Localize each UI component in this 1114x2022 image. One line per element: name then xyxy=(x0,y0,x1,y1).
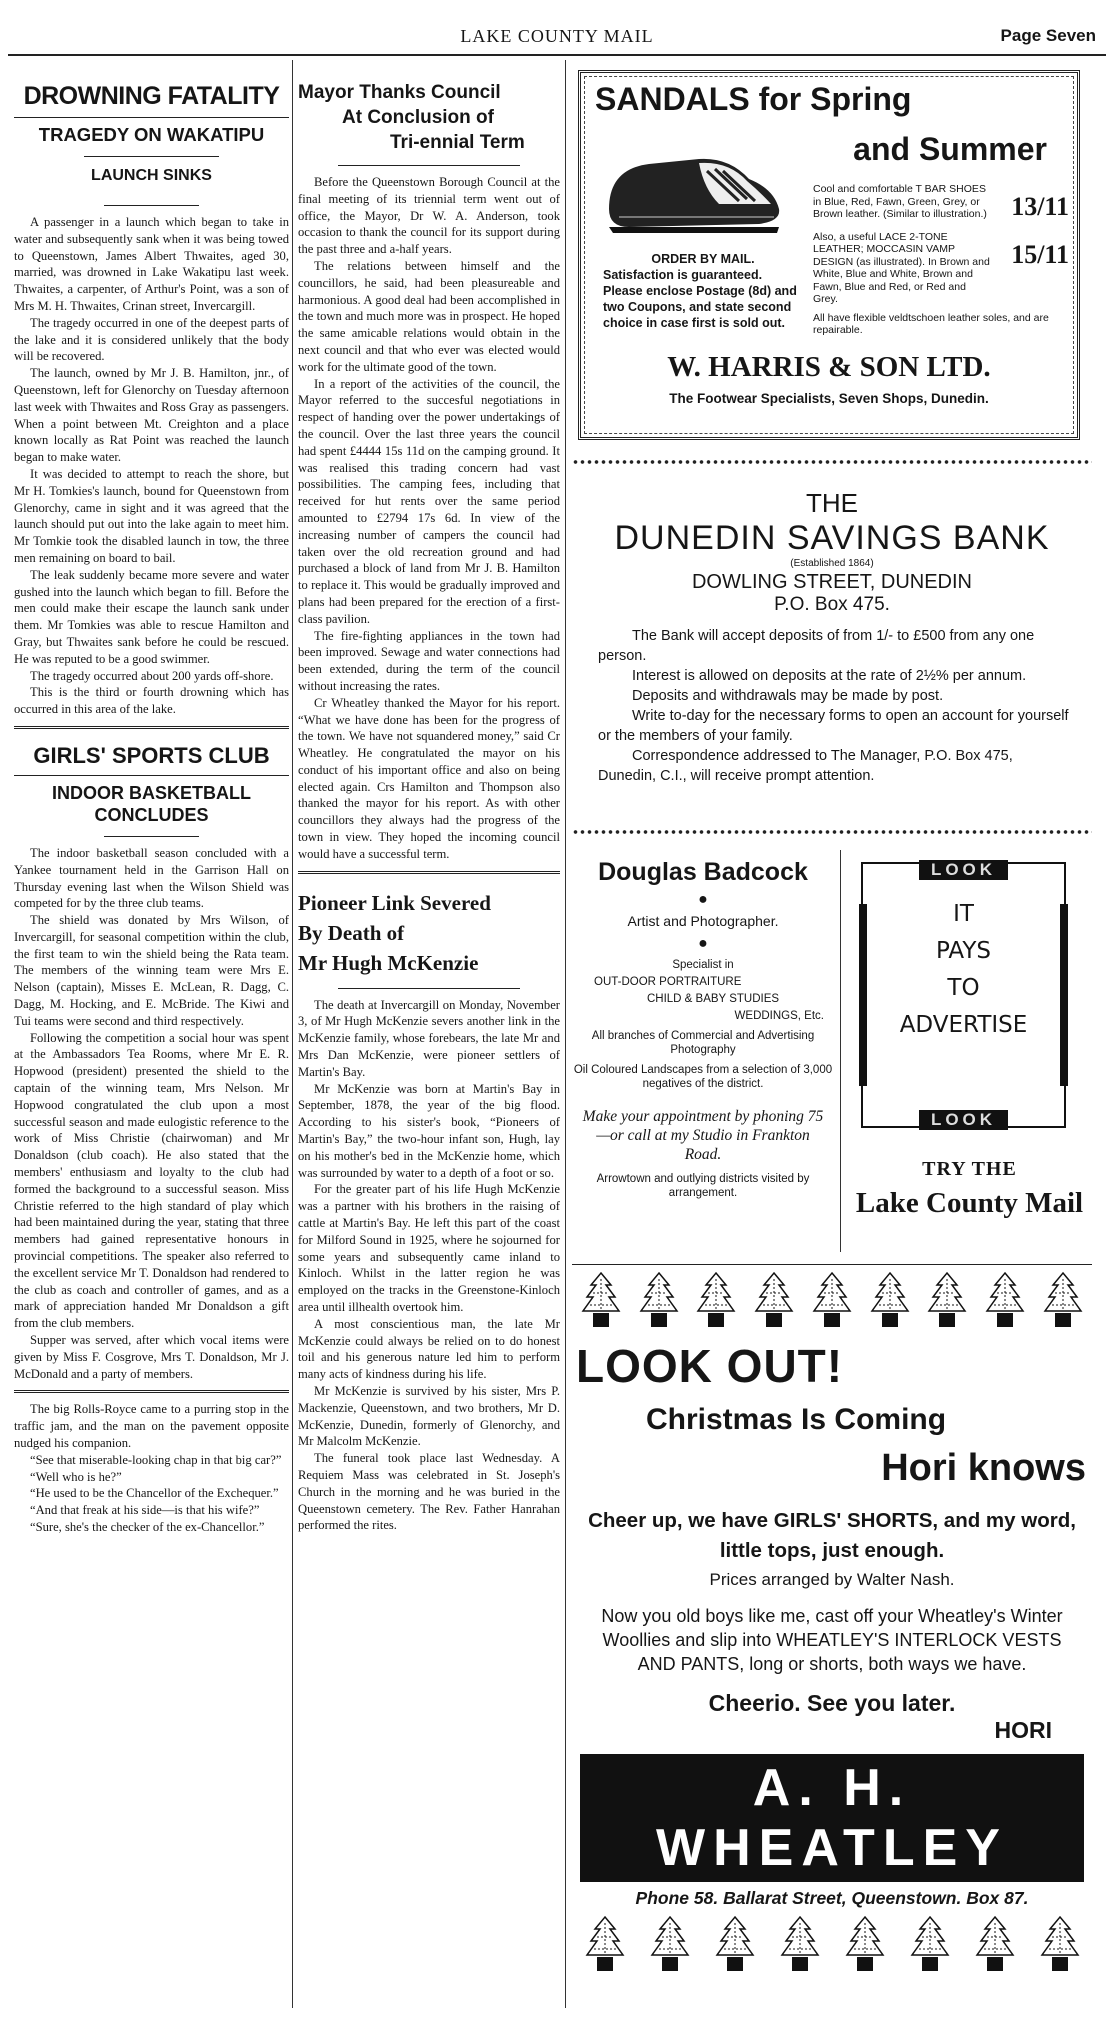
sandals-advertisement xyxy=(578,70,1080,440)
column-2 xyxy=(298,60,560,2010)
paragraph: The leak suddenly became more severe and water gushed into the launch which began to fill. Before the men could make their escape the launch sank under them. Mr Tomkies was able to rescue Hamilton and Gray, but Thwaites sank before he could be rescued. He was reputed to be a good swimmer. xyxy=(14,567,289,666)
order-title: ORDER BY MAIL. xyxy=(651,252,755,266)
divider xyxy=(104,836,199,837)
section-divider xyxy=(298,871,560,874)
christmas-tree-icon xyxy=(975,1915,1015,1975)
paragraph: In a report of the activities of the council, the Mayor referred to the succesful negotiations in respect of handing over the power undertakings of the council. Over the last three years the council had spent £4444 15s 11d on the camping ground. It was realised this trading concern had vast possibilities. The camping fees, including that received for hut rents over the same period amounted to £2794 17s 6d. In view of the increasing number of campers the council had taken over the old recreation ground and had purchased a block of land from Mr J. B. Hamilton to replace it. This would be gradually improved and plans had been prepared for the erection of a first-class pavilion. xyxy=(298,376,560,626)
badcock-specialties xyxy=(572,957,834,1091)
look-out: LOOK OUT! xyxy=(576,1340,844,1392)
drowning-article xyxy=(14,82,289,718)
look-bottom: LOOK xyxy=(919,1110,1008,1130)
bank-name: DUNEDIN SAVINGS BANK xyxy=(614,519,1050,557)
christmas-trees-top xyxy=(572,1271,1092,1331)
bank-the: THE xyxy=(806,488,858,518)
paragraph: This is the third or fourth drowning which has occurred in this area of the lake. xyxy=(14,685,289,717)
paragraph: Mr McKenzie is survived by his sister, Mrs P. Mackenzie, Queenstown, and two brothers, Mr D. McKenzie, Dunedin, formerly of Glenorchy, and Mr Malcolm McKenzie. xyxy=(298,1384,560,1449)
paragraph: The shield was donated by Mrs Wilson, of Invercargill, for seasonal competition within the club, the first team to win the shield being the Rata team. The members of the winning team were Mrs E. Nelson (captain), Misses E. McLean, R. Dagg, C. Dagg, M. Hocking, and E. McBride. The Kiwi and Tui teams were second and third respectively. xyxy=(14,913,289,1028)
frame-side xyxy=(859,904,867,1086)
item-2-price: 15/11 xyxy=(1011,239,1069,269)
christmas-tree-icon xyxy=(585,1915,625,1975)
mayor-headline-line-1: Mayor Thanks Council xyxy=(298,82,501,103)
christmas-tree-icon xyxy=(812,1271,852,1331)
order-by-mail-block xyxy=(603,251,803,331)
hori-advertisement xyxy=(572,1271,1092,1975)
bullet-icon: ● xyxy=(698,891,708,908)
paragraph: It was decided to attempt to reach the shore, but Mr H. Tomkies's launch, bound for Queenstown from Glenorchy, came in sight and it was agreed that the launch should put out into the lake again to meet him. Mr Tomkie took the disabled launch in tow, the three men remaining on board to bail. xyxy=(14,466,289,565)
paragraph: “Well who is he?” xyxy=(30,1469,122,1484)
advertise-advertisement xyxy=(847,842,1092,1260)
pioneer-article xyxy=(298,888,560,1535)
prices-note: Prices arranged by Walter Nash. xyxy=(709,1570,955,1589)
christmas-tree-icon xyxy=(780,1915,820,1975)
paragraph: “And that freak at his side—is that his wife?” xyxy=(30,1503,260,1518)
firm-subtitle: The Footwear Specialists, Seven Shops, Dunedin. xyxy=(669,391,989,406)
branches: All branches of Commercial and Advertising Photography xyxy=(591,1030,815,1056)
divider xyxy=(14,775,289,776)
paragraph: The fire-fighting appliances in the town had been improved. Sewage and water connections had been extended, during the term of the council without increasing the rates. xyxy=(298,628,560,693)
hori-signature: HORI xyxy=(994,1717,1052,1743)
specialty: WEDDINGS, Etc. xyxy=(734,1010,824,1022)
paragraph: Mr McKenzie was born at Martin's Bay in September, 1878, the year of the big flood. According to his sister's book, “Pioneers of Martin's Bay,” the two-hour infant son, Hugh, lay on his mother's bed in the McKenzie home, which was surrounded by water to a depth of a foot or so. xyxy=(298,1081,560,1180)
specialist-label: Specialist in xyxy=(672,959,734,971)
christmas-tree-icon xyxy=(845,1915,885,1975)
drowning-subhead-2: LAUNCH SINKS xyxy=(91,167,212,184)
old-boys: Now you old boys like me, cast off your Wheatley's Winter Woollies and slip into WHEATLEY'S INTERLOCK VESTS AND PANTS, long or shorts, both ways we have. xyxy=(601,1606,1063,1674)
paragraph: The launch, owned by Mr J. B. Hamilton, jnr., of Queenstown, left for Glenorchy on Tuesday afternoon last week with Thwaites and Ross Gray as passengers. When a point between Mt. Creighton and a place known locally as Rat Point was reached the launch began to make water. xyxy=(14,366,289,465)
drowning-headline: DROWNING FATALITY xyxy=(23,82,280,110)
girls-sports-article xyxy=(14,743,289,1383)
christmas-tree-icon xyxy=(715,1915,755,1975)
paragraph: Cr Wheatley thanked the Mayor for his report. “What we have done has been for the progress of the town. We have not squandered money,” said Cr Wheatley. He congratulated the mayor on his conduct of his important office and also on being elected again. Crs Hamilton and Thompson also thanked the mayor for his report. As with other councillors they always had the progress of the town in view. They hoped the incoming council would have a successful term. xyxy=(298,695,560,861)
page-number: Page Seven xyxy=(1000,26,1096,45)
savings-bank-advertisement xyxy=(572,488,1092,822)
pioneer-headline xyxy=(298,888,560,978)
bank-box: P.O. Box 475. xyxy=(774,594,890,615)
specialty: OUT-DOOR PORTRAITURE xyxy=(594,976,742,988)
dotted-divider xyxy=(572,828,1092,836)
paragraph: The death at Invercargill on Monday, November 3, of Mr Hugh McKenzie severs another link in the McKenzie family, whose forebears, the late Mr and Mrs Dan McKenzie, were pioneer settlers of Martin's Bay. xyxy=(298,997,560,1079)
paragraph: Following the competition a social hour was spent at the Ambassadors Tea Rooms, where Mr E. R. Hopwood (president) presented the shield to the captain of the winning team, Mrs Nelson. Mr Hopwood congratulated the club upon a most successful season and made eulogistic reference to the work of Miss Christie (chairwoman) and Mr Donaldson (club coach). He also stated that the members' enthusiasm and loyalty to the club had formed the background to a successful season. Miss Christie referred to the high standard of play which had been maintained during the year, stating that three members had gained representative honours in provincial competitions. The speaker also referred to the excellent service Mr T. Donaldson had rendered to the club as coach and controller of games, and as a mark of appreciation handed Mr Donaldson a gift from the club members. xyxy=(14,1030,289,1331)
look-top: LOOK xyxy=(919,860,1008,880)
arrowtown-note: Arrowtown and outlying districts visited by arrangement. xyxy=(596,1173,810,1199)
paragraph: The relations between himself and the councillors, he said, had been pleasureable and harmonious. A good deal had been accomplished in the town and much more was in prospect. He hoped the same amicable relations would obtain in the next council and that who ever was elected would work for the ultimate good of the town. xyxy=(298,258,560,374)
paragraph: A passenger in a launch which began to take in water and subsequently sank when it was being towed to Queenstown, James Albert Thwaites, aged 30, married, was drowned in Lake Wakatipu last week. Thwaites, a carpenter, of Arthur's Point, was a son of Mrs M. H. Thwaites, Crinan street, Invercargill. xyxy=(14,215,289,313)
photography-and-advertise-row xyxy=(572,842,1092,1260)
divider xyxy=(84,156,219,157)
paragraph: The funeral took place last Wednesday. A Requiem Mass was celebrated in St. Joseph's Church in the morning and he was buried in the Queenstown cemetery. The Rev. Father Hanrahan performed the rites. xyxy=(298,1451,560,1533)
divider xyxy=(14,117,289,118)
girls-subhead: INDOOR BASKETBALL CONCLUDES xyxy=(52,782,251,825)
cheer-up: Cheer up, we have GIRLS' SHORTS, and my word, little tops, just enough. xyxy=(588,1509,1076,1562)
advertise-message xyxy=(863,864,1064,1044)
christmas-tree-icon xyxy=(1043,1271,1083,1331)
specialty: CHILD & BABY STUDIES xyxy=(646,993,780,1005)
pioneer-headline-line-1: Pioneer Link Severed xyxy=(298,890,491,915)
column-rule xyxy=(565,60,566,2008)
column-rule xyxy=(840,850,841,1252)
hori-knows: Hori knows xyxy=(881,1447,1086,1489)
sandals-title-2: and Summer xyxy=(853,131,1047,167)
bullet-icon: ● xyxy=(698,935,708,952)
christmas-tree-icon xyxy=(910,1915,950,1975)
firm-name: W. HARRIS & SON LTD. xyxy=(667,351,991,383)
divider xyxy=(338,165,520,166)
christmas-trees-bottom xyxy=(572,1915,1092,1975)
bank-line: Interest is allowed on deposits at the rate of 2½% per annum. xyxy=(632,668,1027,684)
column-1 xyxy=(14,60,289,2010)
badcock-role: Artist and Photographer. xyxy=(627,913,779,929)
sandals-title: SANDALS for Spring xyxy=(595,81,912,117)
pioneer-headline-line-3: Mr Hugh McKenzie xyxy=(298,950,479,975)
advertise-word: TO xyxy=(947,975,980,1001)
paragraph: Supper was served, after which vocal items were given by Miss F. Cosgrove, Mrs T. Donaldson, Mr J. McDonald and a party of members. xyxy=(14,1333,289,1381)
column-rule xyxy=(292,60,293,2008)
paragraph: The indoor basketball season concluded with a Yankee tournament held in the Garrison Hall on Thursday evening last when the Wilson Shield was competed for by the three club teams. xyxy=(14,845,289,911)
wheatley-address: Phone 58. Ballarat Street, Queenstown. Box 87. xyxy=(635,1888,1029,1908)
paragraph: The tragedy occurred in one of the deepest parts of the lake and it is considered unlikely that the body will be recovered. xyxy=(14,315,289,364)
paragraph: The big Rolls-Royce came to a purring stop in the traffic jam, and the man on the pavement opposite nudged his companion. xyxy=(14,1402,289,1450)
paragraph: For the greater part of his life Hugh McKenzie was a partner with his brothers in the raising of cattle at Martin's Bay. He left this part of the coast for Milford Sound in 1925, where he sojourned for some years and subsequently came inland to Kinloch. Whilst in the latter region he was employed on the tracks in the Greenstone-Kinloch area until illhealth overtook him. xyxy=(298,1182,560,1315)
paragraph: A most conscientious man, the late Mr McKenzie could always be relied on to do honest toil and his generous nature led him to perform many acts of kindness during his life. xyxy=(298,1316,560,1382)
advertise-word: IT xyxy=(953,901,974,927)
bank-established: (Established 1864) xyxy=(790,558,874,569)
advertise-word: PAYS xyxy=(936,938,991,964)
bank-line: The Bank will accept deposits of from 1/- to £500 from any one person. xyxy=(598,628,1035,664)
girls-headline: GIRLS' SPORTS CLUB xyxy=(33,742,270,768)
newspaper-title: LAKE COUNTY MAIL xyxy=(460,26,654,46)
bank-line: Deposits and withdrawals may be made by post. xyxy=(632,688,944,704)
section-divider xyxy=(14,1390,289,1393)
christmas-tree-icon xyxy=(754,1271,794,1331)
christmas-tree-icon xyxy=(581,1271,621,1331)
christmas-tree-icon xyxy=(639,1271,679,1331)
divider xyxy=(572,1264,1092,1265)
top-rule xyxy=(8,54,1106,56)
christmas-tree-icon xyxy=(927,1271,967,1331)
divider xyxy=(338,988,520,989)
frame-side xyxy=(1060,904,1068,1086)
rolls-royce-anecdote xyxy=(14,1401,289,1535)
paragraph: “He used to be the Chancellor of the Exchequer.” xyxy=(30,1486,279,1501)
drowning-subhead: TRAGEDY ON WAKATIPU xyxy=(38,124,265,145)
appointment: Make your appointment by phoning 75—or call at my Studio in Frankton Road. xyxy=(582,1108,824,1163)
lake-county-mail: Lake County Mail xyxy=(855,1187,1084,1219)
column-3-advertisements xyxy=(572,60,1092,2010)
wheatley-banner: A. H. WHEATLEY xyxy=(580,1754,1084,1882)
pioneer-headline-line-2: By Death of xyxy=(298,920,405,945)
item-1-description: Cool and comfortable T BAR SHOES in Blue, Red, Fawn, Green, Grey, or Brown leather. (Similar to illustration.) xyxy=(813,183,987,220)
sandals-details xyxy=(813,183,1069,337)
paragraph: “See that miserable-looking chap in that big car?” xyxy=(30,1452,282,1467)
paragraph: The tragedy occurred about 200 yards off-shore. xyxy=(30,668,274,683)
item-2 xyxy=(813,231,1069,306)
masthead xyxy=(8,26,1106,52)
christmas-tree-icon xyxy=(1040,1915,1080,1975)
bank-line: Write to-day for the necessary forms to open an account for yourself or the members of your family. xyxy=(598,708,1069,744)
divider xyxy=(104,205,199,206)
look-frame xyxy=(861,862,1066,1128)
paragraph: Before the Queenstown Borough Council at the final meeting of its triennial term went out of office, the Mayor, Dr W. A. Anderson, took occasion to thank the council for its support during the past three and a-half years. xyxy=(298,175,560,257)
try-the: TRY THE xyxy=(922,1158,1017,1180)
mayor-headline-line-3: Tri-ennial Term xyxy=(390,132,525,153)
shoe-illustration-icon xyxy=(599,129,789,239)
mayor-headline-line-2: At Conclusion of xyxy=(342,107,494,128)
christmas-tree-icon xyxy=(870,1271,910,1331)
advertise-word: ADVERTISE xyxy=(899,1012,1028,1038)
order-text: Satisfaction is guaranteed. Please enclose Postage (8d) and two Coupons, and state second choice in case first is sold out. xyxy=(603,268,797,330)
paragraph: “Sure, she's the checker of the ex-Chancellor.” xyxy=(30,1519,265,1534)
landscapes: Oil Coloured Landscapes from a selection of 3,000 negatives of the district. xyxy=(573,1064,833,1090)
item-2-description: Also, a useful LACE 2-TONE LEATHER; MOCCASIN VAMP DESIGN (as illustrated). In Brown and White, Blue and White, Brown and Fawn, Blue and Red, or Red and Grey. xyxy=(813,230,990,305)
item-1 xyxy=(813,183,1069,221)
section-divider xyxy=(14,726,289,729)
mayor-headline xyxy=(298,80,560,155)
cheerio: Cheerio. See you later. xyxy=(708,1690,956,1716)
christmas-coming: Christmas Is Coming xyxy=(646,1403,947,1436)
badcock-advertisement xyxy=(572,842,834,1260)
mayor-article xyxy=(298,80,560,863)
item-1-price: 13/11 xyxy=(1011,192,1069,221)
christmas-tree-icon xyxy=(650,1915,690,1975)
badcock-name: Douglas Badcock xyxy=(598,858,808,886)
bank-street: DOWLING STREET, DUNEDIN xyxy=(691,571,973,593)
christmas-tree-icon xyxy=(985,1271,1025,1331)
soles-note: All have flexible veldtschoen leather soles, and are repairable. xyxy=(813,311,1049,336)
dotted-divider xyxy=(572,458,1092,466)
bank-line: Correspondence addressed to The Manager, P.O. Box 475, Dunedin, C.I., will receive prompt attention. xyxy=(598,748,1013,784)
bank-terms xyxy=(598,626,1074,786)
christmas-tree-icon xyxy=(696,1271,736,1331)
